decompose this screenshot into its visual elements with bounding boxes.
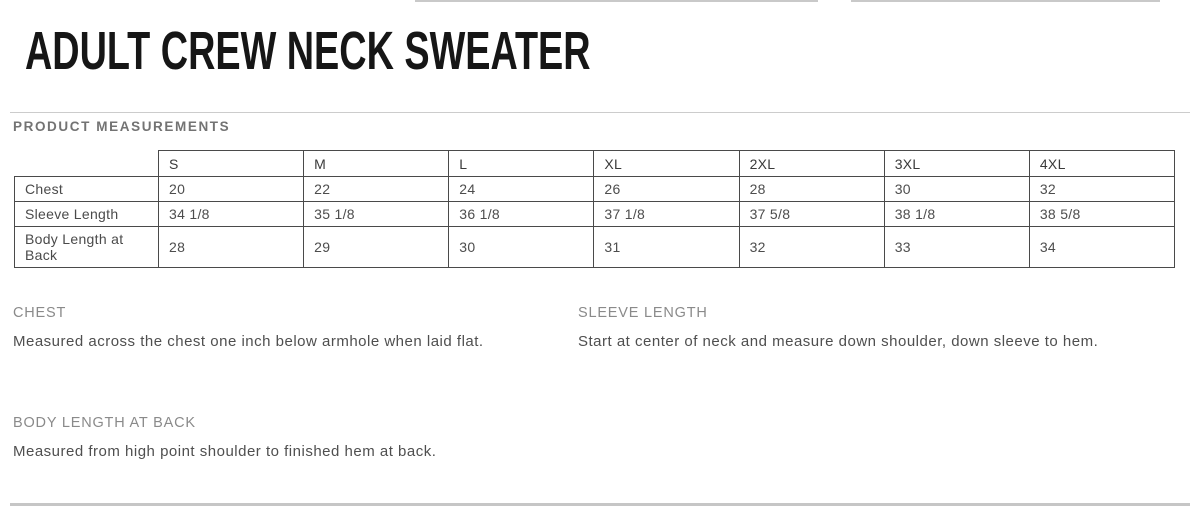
- size-column-header-xl: XL: [594, 151, 739, 177]
- table-row-chest: [15, 177, 1175, 202]
- row-label-sleeve-length: Sleeve Length: [15, 202, 159, 227]
- definition-text-sleeve-length: Start at center of neck and measure down shoulder, down sleeve to hem.: [578, 333, 1099, 350]
- definition-text-body-length-at-back: Measured from high point shoulder to finished hem at back.: [13, 443, 437, 460]
- table-row-body-length-at-back: [15, 227, 1175, 268]
- chest-value-s: 20: [159, 177, 304, 202]
- sleeve-value-4xl: 38 5/8: [1029, 202, 1174, 227]
- chest-value-xl: 26: [594, 177, 739, 202]
- bodylength-value-4xl: 34: [1029, 227, 1174, 268]
- title-section-divider: [10, 112, 1190, 113]
- chest-value-l: 24: [449, 177, 594, 202]
- bodylength-value-m: 29: [304, 227, 449, 268]
- table-corner-cell: [15, 151, 159, 177]
- size-header-row: [15, 151, 1175, 177]
- chest-value-4xl: 32: [1029, 177, 1174, 202]
- table-row-sleeve-length: [15, 202, 1175, 227]
- chest-value-m: 22: [304, 177, 449, 202]
- bodylength-value-xl: 31: [594, 227, 739, 268]
- size-column-header-4xl: 4XL: [1029, 151, 1174, 177]
- size-column-header-3xl: 3XL: [884, 151, 1029, 177]
- sleeve-value-2xl: 37 5/8: [739, 202, 884, 227]
- measurements-table: [14, 150, 1175, 268]
- bodylength-value-l: 30: [449, 227, 594, 268]
- bodylength-value-s: 28: [159, 227, 304, 268]
- size-column-header-s: S: [159, 151, 304, 177]
- sleeve-value-s: 34 1/8: [159, 202, 304, 227]
- bodylength-value-2xl: 32: [739, 227, 884, 268]
- definition-heading-body-length-at-back: BODY LENGTH AT BACK: [13, 415, 196, 431]
- size-column-header-l: L: [449, 151, 594, 177]
- chest-value-2xl: 28: [739, 177, 884, 202]
- sleeve-value-xl: 37 1/8: [594, 202, 739, 227]
- page-title: ADULT CREW NECK SWEATER: [25, 21, 591, 81]
- size-column-header-m: M: [304, 151, 449, 177]
- chest-value-3xl: 30: [884, 177, 1029, 202]
- sleeve-value-m: 35 1/8: [304, 202, 449, 227]
- bodylength-value-3xl: 33: [884, 227, 1029, 268]
- size-column-header-2xl: 2XL: [739, 151, 884, 177]
- bottom-divider: [10, 503, 1190, 506]
- definition-text-chest: Measured across the chest one inch below armhole when laid flat.: [13, 333, 484, 350]
- top-divider-left: [415, 0, 818, 2]
- row-label-chest: Chest: [15, 177, 159, 202]
- row-label-body-length-at-back: Body Length at Back: [15, 227, 159, 268]
- definition-heading-chest: CHEST: [13, 305, 67, 321]
- sleeve-value-3xl: 38 1/8: [884, 202, 1029, 227]
- section-heading: PRODUCT MEASUREMENTS: [13, 119, 231, 134]
- sleeve-value-l: 36 1/8: [449, 202, 594, 227]
- definition-heading-sleeve-length: SLEEVE LENGTH: [578, 305, 708, 321]
- top-divider-right: [851, 0, 1160, 2]
